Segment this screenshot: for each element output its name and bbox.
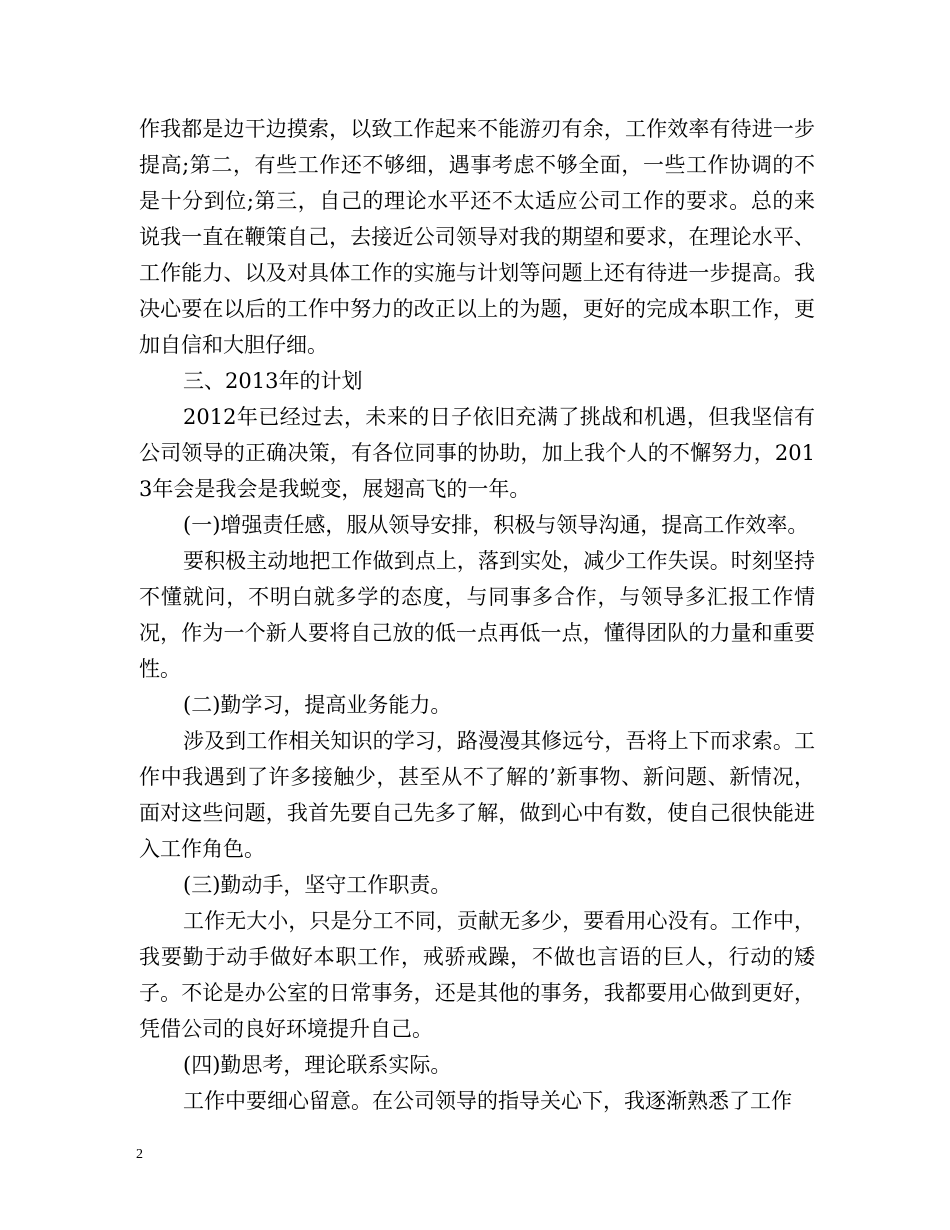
subheading-1: (一)增强责任感，服从领导安排，积极与领导沟通，提高工作效率。	[183, 513, 809, 537]
subheading-2: (二)勤学习，提高业务能力。	[183, 693, 452, 717]
paragraph-5: 要积极主动地把工作做到点上，落到实处，减少工作失误。时刻坚持不懂就问，不明白就多学的态度，与同事多合作，与领导多汇报工作情况，作为一个新人要将自己放的低一点再低一点，懂得团队的力量和重要性。	[139, 549, 815, 681]
subheading-4: (四)勤思考，理论联系实际。	[183, 1053, 452, 1077]
paragraph-3: 2012年已经过去，未来的日子依旧充满了挑战和机遇，但我坚信有公司领导的正确决策，有各位同事的协助，加上我个人的不懈努力，2013年会是我会是我蜕变，展翅高飞的一年。	[139, 405, 815, 501]
paragraph-11: 工作中要细心留意。在公司领导的指导关心下，我逐渐熟悉了工作	[183, 1089, 792, 1113]
paragraph-1: 作我都是边干边摸索，以致工作起来不能游刃有余，工作效率有待进一步提高;第二，有些工作还不够细，遇事考虑不够全面，一些工作协调的不是十分到位;第三，自己的理论水平还不太适应公司工作的要求。总的来说我一直在鞭策自己，去接近公司领导对我的期望和要求，在理论水平、工作能力、以及对具体工作的实施与计划等问题上还有待进一步提高。我决心要在以后的工作中努力的改正以上的为题，更好的完成本职工作，更加自信和大胆仔细。	[139, 117, 815, 357]
page-number: 2	[136, 1147, 143, 1162]
paragraph-7: 涉及到工作相关知识的学习，路漫漫其修远兮，吾将上下而求索。工作中我遇到了许多接触少，甚至从不了解的’新事物、新问题、新情况，面对这些问题，我首先要自己先多了解，做到心中有数，使自己很快能进入工作角色。	[139, 729, 815, 861]
subheading-3: (三)勤动手，坚守工作职责。	[183, 873, 452, 897]
document-body	[139, 111, 815, 1119]
section-heading-plan: 三、2013年的计划	[183, 369, 363, 393]
paragraph-9: 工作无大小，只是分工不同，贡献无多少，要看用心没有。工作中，我要勤于动手做好本职工作，戒骄戒躁，不做也言语的巨人，行动的矮子。不论是办公室的日常事务，还是其他的事务，我都要用心做到更好，凭借公司的良好环境提升自己。	[139, 909, 815, 1041]
